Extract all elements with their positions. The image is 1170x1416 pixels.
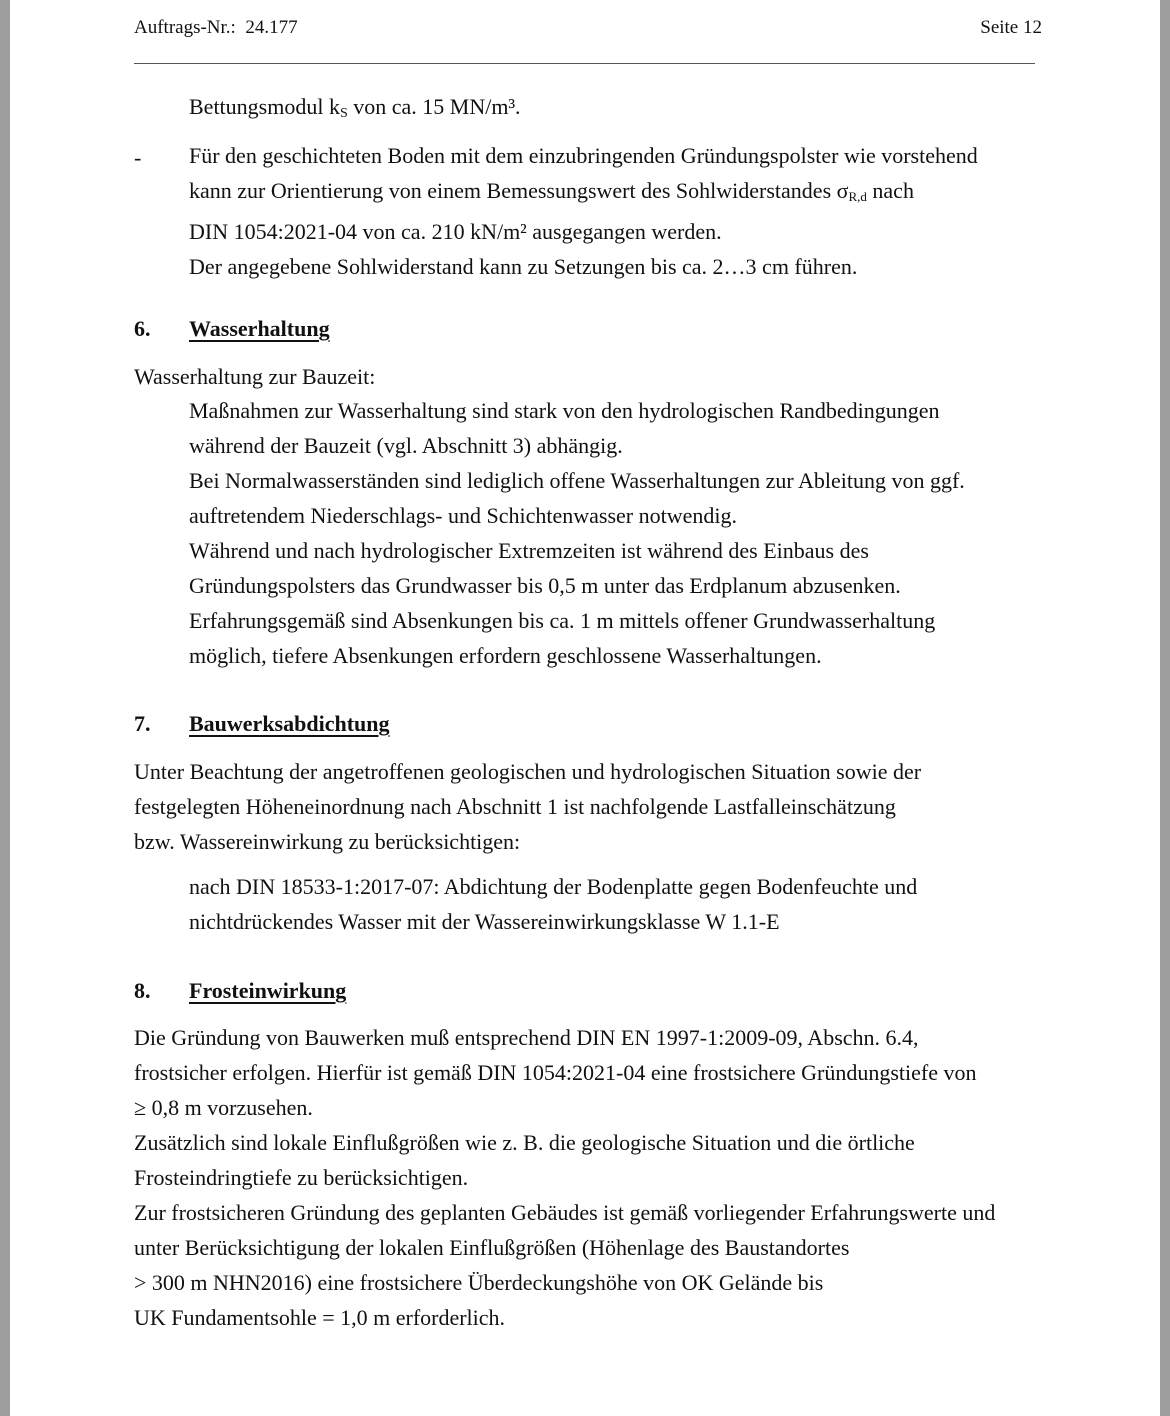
paragraph-line: Gründungspolsters das Grundwasser bis 0,5 m unter das Erdplanum abzusenken. (189, 573, 901, 598)
paragraph-line: Zusätzlich sind lokale Einflußgrößen wie z. B. die geologische Situation und die örtliche (134, 1130, 915, 1155)
sigma-subscript: R,d (848, 189, 867, 204)
modulus-text: Bettungsmodul k (189, 94, 340, 119)
paragraph-line: > 300 m NHN2016) eine frostsichere Überdeckungshöhe von OK Gelände bis (134, 1270, 824, 1295)
paragraph-line: Zur frostsicheren Gründung des geplanten Gebäudes ist gemäß vorliegender Erfahrungswerte und (134, 1200, 996, 1225)
section-7-heading (134, 711, 390, 737)
paragraph-line: Die Gründung von Bauwerken muß entsprechend DIN EN 1997-1:2009-09, Abschn. 6.4, (134, 1025, 919, 1050)
section-6-intro: Wasserhaltung zur Bauzeit: (134, 364, 376, 389)
section-6-heading (134, 316, 330, 342)
section-number: 8. (134, 978, 151, 1003)
section-number: 7. (134, 711, 151, 736)
paragraph-line: ≥ 0,8 m vorzusehen. (134, 1095, 313, 1120)
order-value: 24.177 (245, 17, 298, 38)
order-label: Auftrags-Nr.: (134, 17, 236, 38)
paragraph-line: während der Bauzeit (vgl. Abschnitt 3) abhängig. (189, 433, 623, 458)
bullet-dash: - (134, 145, 142, 170)
paragraph-line: UK Fundamentsohle = 1,0 m erforderlich. (134, 1305, 506, 1330)
header-divider (134, 63, 1035, 64)
paragraph-line: Maßnahmen zur Wasserhaltung sind stark von den hydrologischen Randbedingungen (189, 398, 940, 423)
paragraph-line: festgelegten Höheneinordnung nach Abschnitt 1 ist nachfolgende Lastfalleinschätzung (134, 794, 896, 819)
paragraph-line: bzw. Wassereinwirkung zu berücksichtigen: (134, 829, 521, 854)
section-number: 6. (134, 316, 151, 341)
paragraph-line: Erfahrungsgemäß sind Absenkungen bis ca. 1 m mittels offener Grundwasserhaltung (189, 608, 936, 633)
modulus-text-end: von ca. 15 MN/m³. (347, 94, 521, 119)
paragraph-line (189, 173, 978, 214)
paragraph-line: möglich, tiefere Absenkungen erfordern geschlossene Wasserhaltungen. (189, 643, 822, 668)
bearing-paragraph (189, 138, 978, 284)
section-title: Frosteinwirkung (189, 978, 347, 1003)
section-8-heading (134, 978, 346, 1004)
paragraph-line: unter Berücksichtigung der lokalen Einflußgrößen (Höhenlage des Baustandortes (134, 1235, 850, 1260)
paragraph-line: auftretendem Niederschlags- und Schichtenwasser notwendig. (189, 503, 737, 528)
paragraph-line: DIN 1054:2021-04 von ca. 210 kN/m² ausgegangen werden. (189, 219, 722, 244)
page-header (134, 17, 1042, 39)
paragraph-line: Bei Normalwasserständen sind lediglich offene Wasserhaltungen zur Ableitung von ggf. (189, 468, 965, 493)
section-7-paragraph (134, 754, 921, 859)
modulus-subscript: S (339, 106, 348, 121)
modulus-line (189, 89, 521, 131)
section-title: Wasserhaltung (189, 316, 330, 341)
paragraph-line: Frosteindringtiefe zu berücksichtigen. (134, 1165, 469, 1190)
paragraph-line: Der angegebene Sohlwiderstand kann zu Setzungen bis ca. 2…3 cm führen. (189, 254, 858, 279)
paragraph-line: Unter Beachtung der angetroffenen geologischen und hydrologischen Situation sowie der (134, 759, 922, 784)
paragraph-line: Während und nach hydrologischer Extremzeiten ist während des Einbaus des (189, 538, 869, 563)
section-title: Bauwerksabdichtung (189, 711, 390, 736)
line-text-end: nach (866, 178, 914, 203)
page-number: Seite 12 (980, 17, 1042, 38)
paragraph-line: Für den geschichteten Boden mit dem einzubringenden Gründungspolster wie vorstehend (189, 143, 978, 168)
document-page (10, 0, 1160, 1416)
section-7-detail (189, 869, 917, 939)
paragraph-line: nichtdrückendes Wasser mit der Wassereinwirkungsklasse W 1.1-E (189, 909, 780, 934)
section-8-body (134, 1020, 995, 1335)
order-number (134, 17, 298, 39)
paragraph-line: nach DIN 18533-1:2017-07: Abdichtung der Bodenplatte gegen Bodenfeuchte und (189, 874, 918, 899)
section-6-body (189, 393, 965, 673)
paragraph-line: frostsicher erfolgen. Hierfür ist gemäß DIN 1054:2021-04 eine frostsichere Gründungstiefe von (134, 1060, 977, 1085)
line-text: kann zur Orientierung von einem Bemessungswert des Sohlwiderstandes σ (189, 178, 849, 203)
